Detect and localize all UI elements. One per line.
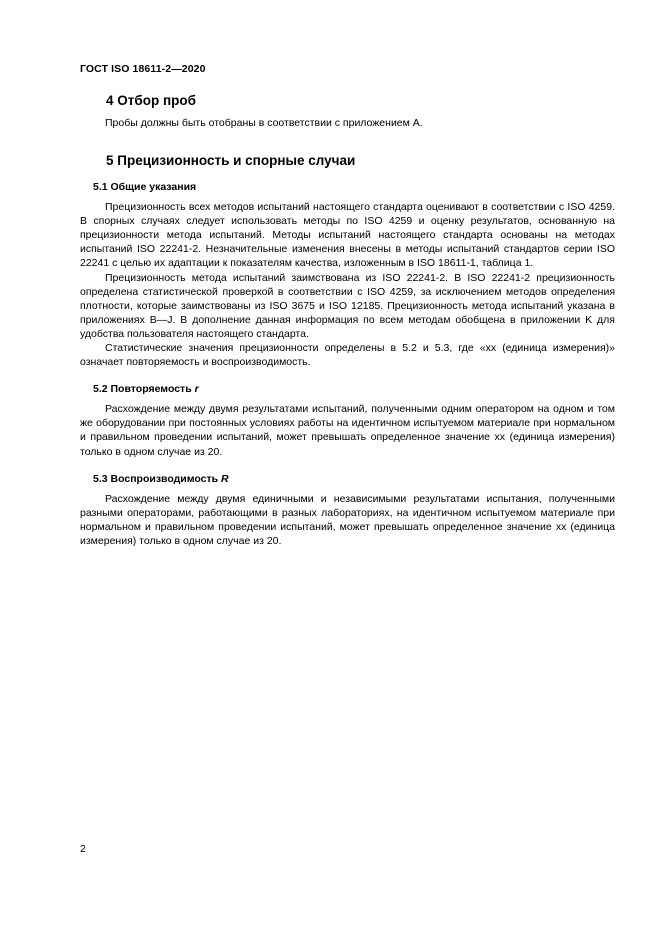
subsection-5-1-paragraph-3: Статистические значения прецизионности определены в 5.2 и 5.3, где «хх (единица измерения)» означает повторяемость и воспроизводимость. <box>80 342 615 369</box>
subsection-5-2-paragraph: Расхождение между двумя результатами испытаний, полученными одним оператором на одном и том же оборудовании при постоянных условиях работы на идентичном испытуемом материале при нормальном и правильном проведении испытаний, может превышать определенное значение хх (единица измерения) только в одном случае из 20. <box>80 403 615 458</box>
subsection-5-3-heading-text: 5.3 Воспроизводимость <box>93 472 222 485</box>
section-5-heading: 5 Прецизионность и спорные случаи <box>106 153 356 169</box>
subsection-5-3-paragraph: Расхождение между двумя единичными и независимыми результатами испытания, полученными разными операторами, работающими в разных лабораториях, на идентичном испытуемом материале при нормальном и правильном проведении испытаний, может превышать определенное значение хх (единица измерения) только в одном случае из 20. <box>80 492 615 547</box>
subsection-5-1-paragraph-2: Прецизионность метода испытаний заимствована из ISO 22241-2. В ISO 22241-2 прецизионность определена статистической проверкой в соответствии с ISO 4259, за исключением методов определения плотности, которые заимствованы из ISO 3675 и ISO 12185. Прецизионность метода испытаний указана в приложениях В—J. В дополнение данная информация по всем методам обобщена в приложении K для удобства пользователя настоящего стандарта. <box>80 271 615 340</box>
section-4-text: Пробы должны быть отобраны в соответствии с приложением А. <box>105 117 423 129</box>
document-body <box>80 92 615 548</box>
subsection-5-3-heading <box>80 472 615 486</box>
repeatability-symbol: r <box>194 383 199 396</box>
subsection-5-2-heading-text: 5.2 Повторяемость <box>93 383 195 396</box>
reproducibility-symbol: R <box>221 472 229 485</box>
document-code-header: ГОСТ ISO 18611-2—2020 <box>80 63 206 75</box>
subsection-5-2-heading <box>80 382 615 396</box>
subsection-5-1-heading: 5.1 Общие указания <box>93 181 197 194</box>
section-4-heading: 4 Отбор проб <box>106 93 196 108</box>
page-number: 2 <box>80 843 86 855</box>
subsection-5-1-paragraph-1: Прецизионность всех методов испытаний настоящего стандарта оценивают в соответствии с ISO 4259. В спорных случаях следует использовать методы по ISO 4259 и оценку результатов, основанную на прецизионности метода испытаний. Методы испытаний настоящего стандарта основаны на методах испытаний ISO 22241-2. Незначительные изменения внесены в методы испытаний стандартов серии ISO 22241 с целью их адаптации к показателям качества, изложенным в ISO 18611-1, таблица 1. <box>80 201 615 270</box>
